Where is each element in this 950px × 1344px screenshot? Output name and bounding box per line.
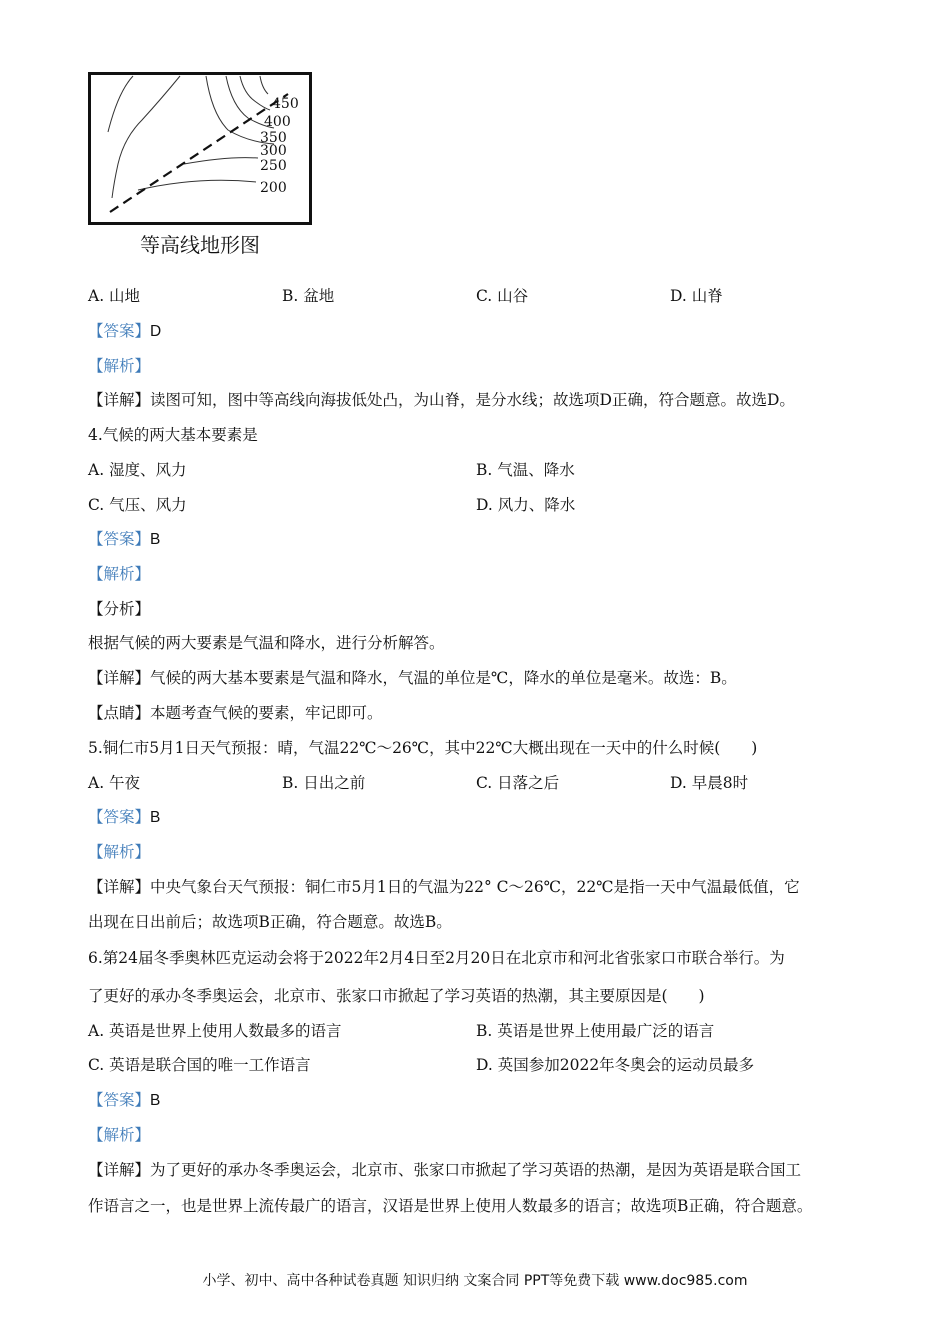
- q4-option-a: A. 湿度、风力: [88, 461, 187, 479]
- contour-label-400: 400: [264, 114, 291, 130]
- q4-detail-row: [88, 668, 737, 688]
- q6-answer-row: [88, 1090, 160, 1111]
- page-footer: 小学、初中、高中各种试卷真题 知识归纳 文案合同 PPT等免费下载 www.doc985.com: [202, 1273, 748, 1289]
- detail-tag: 【详解】: [88, 391, 151, 409]
- detail-text: 中央气象台天气预报：铜仁市5月1日的气温为22° C～26℃，22℃是指一天中气温最低值，它: [150, 878, 800, 896]
- q4-answer-row: [88, 529, 160, 550]
- analysis-tag: 【解析】: [88, 565, 151, 583]
- contour-label-300: 300: [260, 143, 287, 159]
- figure-caption: 等高线地形图: [140, 233, 260, 257]
- q5-option-c: C. 日落之后: [476, 774, 560, 792]
- fenxi-tag: 【分析】: [88, 600, 151, 618]
- q5-detail-row: [88, 877, 800, 897]
- answer-value: B: [150, 531, 161, 548]
- answer-tag: 【答案】: [88, 1091, 151, 1109]
- q3-option-a: A. 山地: [88, 287, 141, 305]
- answer-tag: 【答案】: [88, 530, 151, 548]
- q5-detail-cont: 出现在日出前后；故选项B正确，符合题意。故选B。: [88, 913, 452, 931]
- q6-stem-line2: 了更好的承办冬季奥运会，北京市、张家口市掀起了学习英语的热潮，其主要原因是( ): [88, 987, 705, 1005]
- detail-tag: 【详解】: [88, 1161, 151, 1179]
- q3-option-c: C. 山谷: [476, 287, 529, 305]
- analysis-tag: 【解析】: [88, 357, 151, 375]
- detail-text: 气候的两大基本要素是气温和降水，气温的单位是℃，降水的单位是毫米。故选：B。: [150, 669, 737, 687]
- q3-option-b: B. 盆地: [282, 287, 335, 305]
- contour-map-image: [88, 72, 312, 262]
- q3-answer-row: [88, 321, 161, 342]
- contour-map-figure: [88, 72, 312, 262]
- q6-option-c: C. 英语是联合国的唯一工作语言: [88, 1056, 311, 1074]
- q4-option-b: B. 气温、降水: [476, 461, 575, 479]
- analysis-tag: 【解析】: [88, 1126, 151, 1144]
- dianjing-text: 本题考查气候的要素，牢记即可。: [150, 704, 383, 722]
- detail-text: 为了更好的承办冬季奥运会，北京市、张家口市掀起了学习英语的热潮，是因为英语是联合国工: [150, 1161, 802, 1179]
- q3-option-d: D. 山脊: [670, 287, 723, 305]
- q5-option-b: B. 日出之前: [282, 774, 366, 792]
- detail-tag: 【详解】: [88, 669, 151, 687]
- fenxi-text: 根据气候的两大要素是气温和降水，进行分析解答。: [88, 634, 445, 652]
- q5-stem: 5.铜仁市5月1日天气预报：晴，气温22℃～26℃，其中22℃大概出现在一天中的什么时候( ): [88, 739, 758, 757]
- contour-label-350: 350: [260, 130, 287, 146]
- q5-answer-row: [88, 807, 160, 828]
- q5-option-d: D. 早晨8时: [670, 774, 749, 792]
- q4-option-c: C. 气压、风力: [88, 496, 187, 514]
- q3-detail-row: [88, 390, 795, 410]
- q6-detail-row: [88, 1160, 801, 1180]
- q6-detail-cont: 作语言之一，也是世界上流传最广的语言，汉语是世界上使用人数最多的语言；故选项B正确，符合题意。: [88, 1197, 813, 1215]
- contour-label-250: 250: [260, 158, 287, 174]
- answer-value: D: [150, 323, 162, 340]
- q6-stem-line1: 6.第24届冬季奥林匹克运动会将于2022年2月4日至2月20日在北京市和河北省张家口市联合举行。为: [88, 949, 785, 967]
- detail-tag: 【详解】: [88, 878, 151, 896]
- q5-option-a: A. 午夜: [88, 774, 141, 792]
- q6-option-b: B. 英语是世界上使用最广泛的语言: [476, 1022, 715, 1040]
- q4-option-d: D. 风力、降水: [476, 496, 576, 514]
- q4-stem: 4.气候的两大基本要素是: [88, 426, 258, 444]
- detail-text: 读图可知，图中等高线向海拔低处凸，为山脊，是分水线；故选项D正确，符合题意。故选D。: [150, 391, 795, 409]
- answer-value: B: [150, 1092, 161, 1109]
- answer-tag: 【答案】: [88, 322, 151, 340]
- answer-value: B: [150, 809, 161, 826]
- analysis-tag: 【解析】: [88, 843, 151, 861]
- answer-tag: 【答案】: [88, 808, 151, 826]
- q6-option-d: D. 英国参加2022年冬奥会的运动员最多: [476, 1056, 755, 1074]
- q6-option-a: A. 英语是世界上使用人数最多的语言: [88, 1022, 342, 1040]
- contour-label-200: 200: [260, 180, 287, 196]
- contour-label-450: 450: [272, 96, 299, 112]
- dianjing-tag: 【点睛】: [88, 704, 151, 722]
- q4-dianjing-row: [88, 703, 383, 723]
